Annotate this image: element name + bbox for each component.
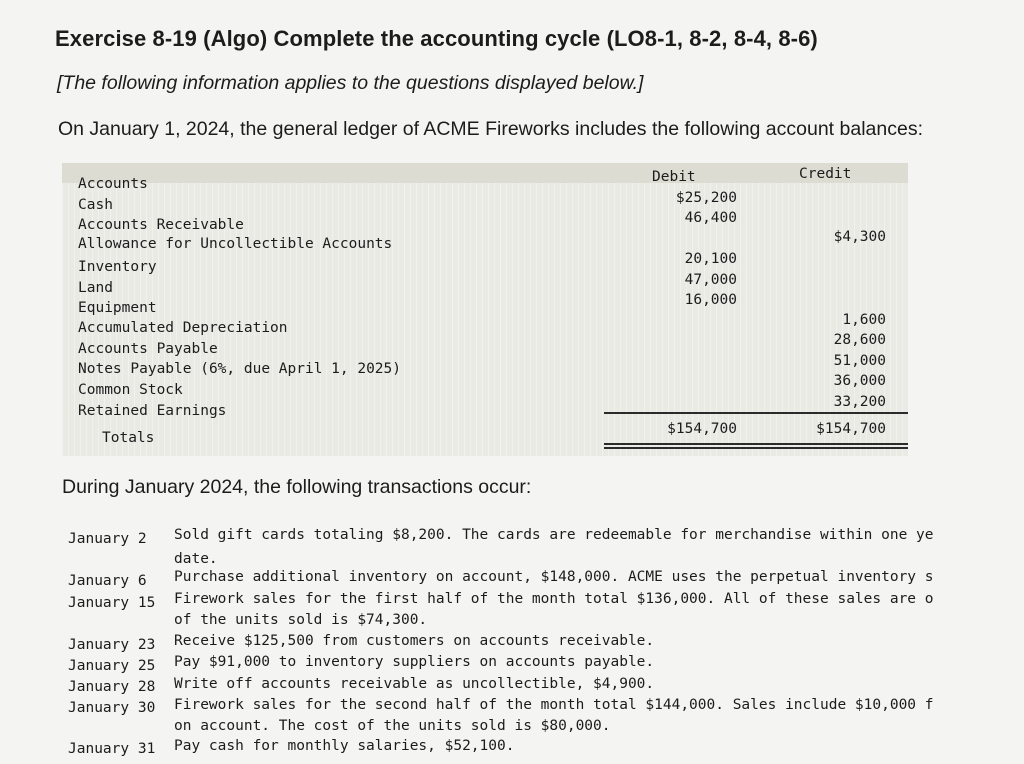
transaction-text: Pay $91,000 to inventory suppliers on accounts payable. bbox=[174, 654, 655, 670]
total-double-rule-bottom bbox=[604, 447, 908, 449]
ledger-row-debit: 16,000 bbox=[684, 292, 737, 308]
ledger-row-credit: 33,200 bbox=[833, 394, 886, 410]
ledger-row-account: Cash bbox=[78, 197, 113, 213]
transaction-text-cont: on account. The cost of the units sold is $80,000. bbox=[174, 718, 611, 734]
transaction-text: Purchase additional inventory on account, $148,000. ACME uses the perpetual inventory s bbox=[174, 569, 934, 585]
ledger-row-account: Accumulated Depreciation bbox=[78, 320, 288, 336]
totals-label: Totals bbox=[102, 430, 155, 446]
ledger-row-debit: $25,200 bbox=[675, 190, 737, 206]
ledger-table bbox=[62, 163, 908, 456]
exercise-title: Exercise 8-19 (Algo) Complete the accounting cycle (LO8-1, 8-2, 8-4, 8-6) bbox=[55, 26, 818, 51]
ledger-row-credit: 36,000 bbox=[833, 373, 886, 389]
transaction-date: January 23 bbox=[68, 637, 156, 653]
ledger-row-account: Common Stock bbox=[78, 382, 183, 398]
transaction-text-cont: of the units sold is $74,300. bbox=[174, 612, 428, 628]
ledger-row-debit: 20,100 bbox=[684, 251, 737, 267]
ledger-row-credit: 28,600 bbox=[833, 332, 886, 348]
subtotal-rule bbox=[604, 412, 908, 414]
ledger-row-account: Retained Earnings bbox=[78, 403, 227, 419]
ledger-row-account: Accounts Payable bbox=[78, 341, 218, 357]
ledger-row-account: Equipment bbox=[78, 300, 157, 316]
ledger-row-credit: 1,600 bbox=[842, 312, 886, 328]
ledger-row-account: Land bbox=[78, 280, 113, 296]
ledger-row-credit: $4,300 bbox=[833, 229, 886, 245]
ledger-header-debit: Debit bbox=[652, 169, 696, 185]
transaction-text: Firework sales for the first half of the month total $136,000. All of these sales are o bbox=[174, 591, 934, 607]
transaction-text: Write off accounts receivable as uncollectible, $4,900. bbox=[174, 676, 655, 692]
ledger-row-debit: 46,400 bbox=[684, 210, 737, 226]
total-double-rule-top bbox=[604, 443, 908, 445]
transaction-date: January 15 bbox=[68, 595, 156, 611]
ledger-row-account: Inventory bbox=[78, 259, 157, 275]
ledger-row-account: Accounts Receivable bbox=[78, 217, 244, 233]
transactions-intro: During January 2024, the following transactions occur: bbox=[62, 476, 532, 498]
ledger-row-account: Notes Payable (6%, due April 1, 2025) bbox=[78, 361, 402, 377]
ledger-header-credit: Credit bbox=[799, 166, 852, 182]
transaction-date: January 2 bbox=[68, 531, 147, 547]
transactions-list bbox=[0, 520, 1024, 764]
transaction-date: January 31 bbox=[68, 741, 156, 757]
transaction-date: January 28 bbox=[68, 679, 156, 695]
totals-debit: $154,700 bbox=[667, 421, 737, 437]
ledger-row-account: Allowance for Uncollectible Accounts bbox=[78, 236, 393, 252]
transaction-text: Receive $125,500 from customers on accounts receivable. bbox=[174, 633, 655, 649]
transaction-date: January 30 bbox=[68, 700, 156, 716]
transaction-date: January 6 bbox=[68, 573, 147, 589]
ledger-header-bar bbox=[62, 163, 908, 183]
info-subtitle: [The following information applies to the questions displayed below.] bbox=[57, 72, 644, 94]
intro-text: On January 1, 2024, the general ledger of ACME Fireworks includes the following account balances: bbox=[58, 118, 923, 140]
transaction-text: Sold gift cards totaling $8,200. The cards are redeemable for merchandise within one ye bbox=[174, 527, 934, 543]
transaction-text: Pay cash for monthly salaries, $52,100. bbox=[174, 738, 515, 754]
totals-credit: $154,700 bbox=[816, 421, 886, 437]
ledger-row-credit: 51,000 bbox=[833, 353, 886, 369]
ledger-row-debit: 47,000 bbox=[684, 272, 737, 288]
transaction-date: January 25 bbox=[68, 658, 156, 674]
transaction-text-cont: date. bbox=[174, 551, 218, 567]
ledger-header-accounts: Accounts bbox=[78, 176, 148, 192]
transaction-text: Firework sales for the second half of the month total $144,000. Sales include $10,000 f bbox=[174, 697, 934, 713]
